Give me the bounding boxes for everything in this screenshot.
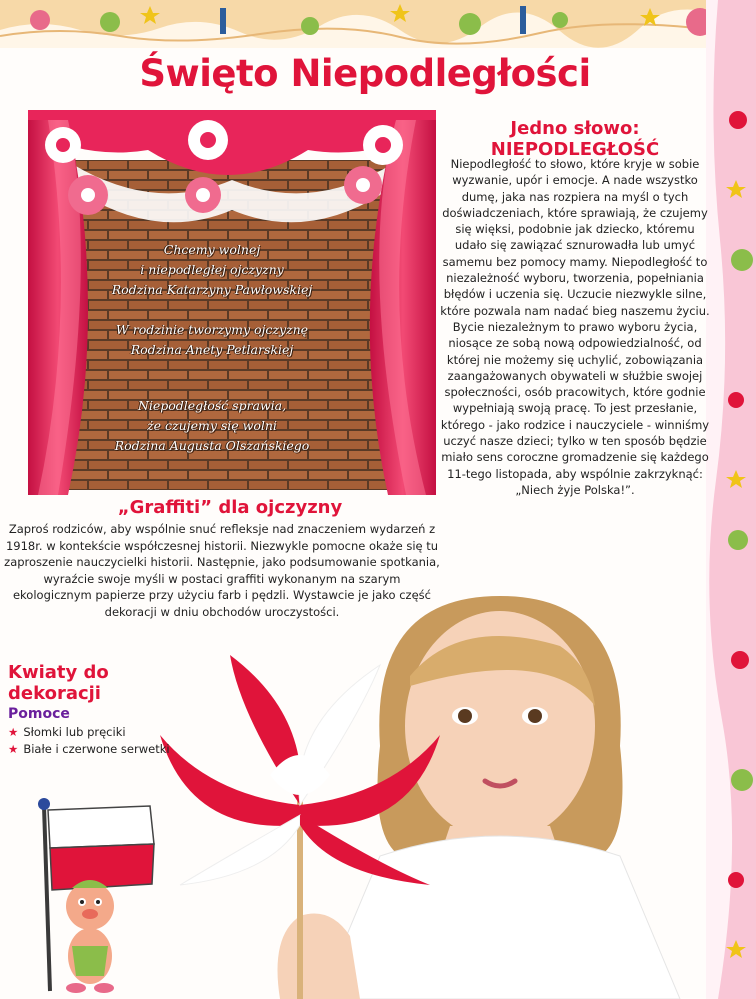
wall-text-2-line2: Rodzina Anety Petlarskiej	[130, 342, 294, 357]
wall-text-1	[62, 240, 362, 300]
section-independence-body: Niepodległość to słowo, które kryje w sobie wyzwanie, upór i emocje. A nade wszystko dumę, jaka nas rozpiera na myśl o tych doświadczeniach, które sprawiają, że czujemy się więksi, podobnie jak dziecko, któremu udało się zawiązać sznurowadła lub umyć samemu bez pomocy mamy. Niepodległość to niezależność wyboru, tworzenia, popełniania błędów i uczenia się. Uczucie niezwykle silne, które pozwala nam nadać bieg naszemu życiu. Bycie niezależnym to prawo wyboru życia, niosące ze sobą nową odpowiedzialność, od której nie możemy się uchylić, zobowiązania zaangażowanych obywateli w służbie swojej społeczności, osób pracowitych, które godnie wypełniają swoją pracę. To jest przesłanie, którego - jako rodzice i nauczyciele - winniśmy uczyć nasze dzieci; tylko w ten sposób będzie miało sens coroczne gromadzenie się każdego 11-tego listopada, aby wspólnie zakrzyknąć: „Niech żyje Polska!”.	[440, 157, 710, 497]
paper-flower-illustration	[150, 655, 450, 999]
section-graffiti-heading: „Graffiti” dla ojczyzny	[117, 497, 343, 518]
star-icon: ★	[8, 742, 19, 756]
top-decorative-border	[0, 0, 756, 48]
materials-subheading: Pomoce	[8, 706, 70, 722]
page-title: Święto Niepodległości	[139, 52, 591, 95]
wall-text-1-line2: i niepodległej ojczyzny	[140, 262, 284, 277]
star-icon: ★	[8, 725, 19, 739]
list-item-label: Białe i czerwone serwetki	[23, 742, 170, 756]
section-flowers-heading-line1: Kwiaty do	[8, 662, 109, 683]
wall-text-2	[62, 320, 362, 360]
wall-text-1-line3: Rodzina Katarzyny Pawłowskiej	[111, 282, 313, 297]
wall-text-3-line2: że czujemy się wolni	[147, 418, 277, 433]
section-graffiti-body: Zaproś rodziców, aby wspólnie snuć refleksje nad znaczeniem wydarzeń z 1918r. w kontekście współczesnej historii. Niezwykle pomocne okaże się tu zaproszenie nauczycielki historii. Następnie, jako podsumowanie spotkania, wyraźcie swoje myśli w postaci graffiti wykonanym na szarym ekologicznym papierze przy użyciu farb i pędzli. Wystawcie je jako część dekoracji w dniu obchodów uroczystości.	[4, 522, 440, 619]
section-independence-heading-line1: Jedno słowo:	[510, 118, 640, 139]
materials-list	[8, 724, 170, 758]
list-item	[8, 724, 170, 741]
section-independence-heading-line2: NIEPODLEGŁOŚĆ	[490, 139, 660, 160]
list-item-label: Słomki lub pręciki	[23, 725, 126, 739]
wall-text-3-line1: Niepodległość sprawia,	[137, 398, 287, 413]
section-flowers-heading-line2: dekoracji	[8, 683, 101, 704]
polish-flag-mascot-illustration	[20, 796, 160, 996]
list-item	[8, 741, 170, 758]
section-independence-heading	[440, 118, 710, 160]
section-flowers-heading	[8, 662, 148, 704]
wall-text-3-line3: Rodzina Augusta Olszańskiego	[114, 438, 310, 453]
wall-text-2-line1: W rodzinie tworzymy ojczyznę	[115, 322, 309, 337]
wall-text-3	[62, 396, 362, 456]
wall-text-1-line1: Chcemy wolnej	[163, 242, 261, 257]
